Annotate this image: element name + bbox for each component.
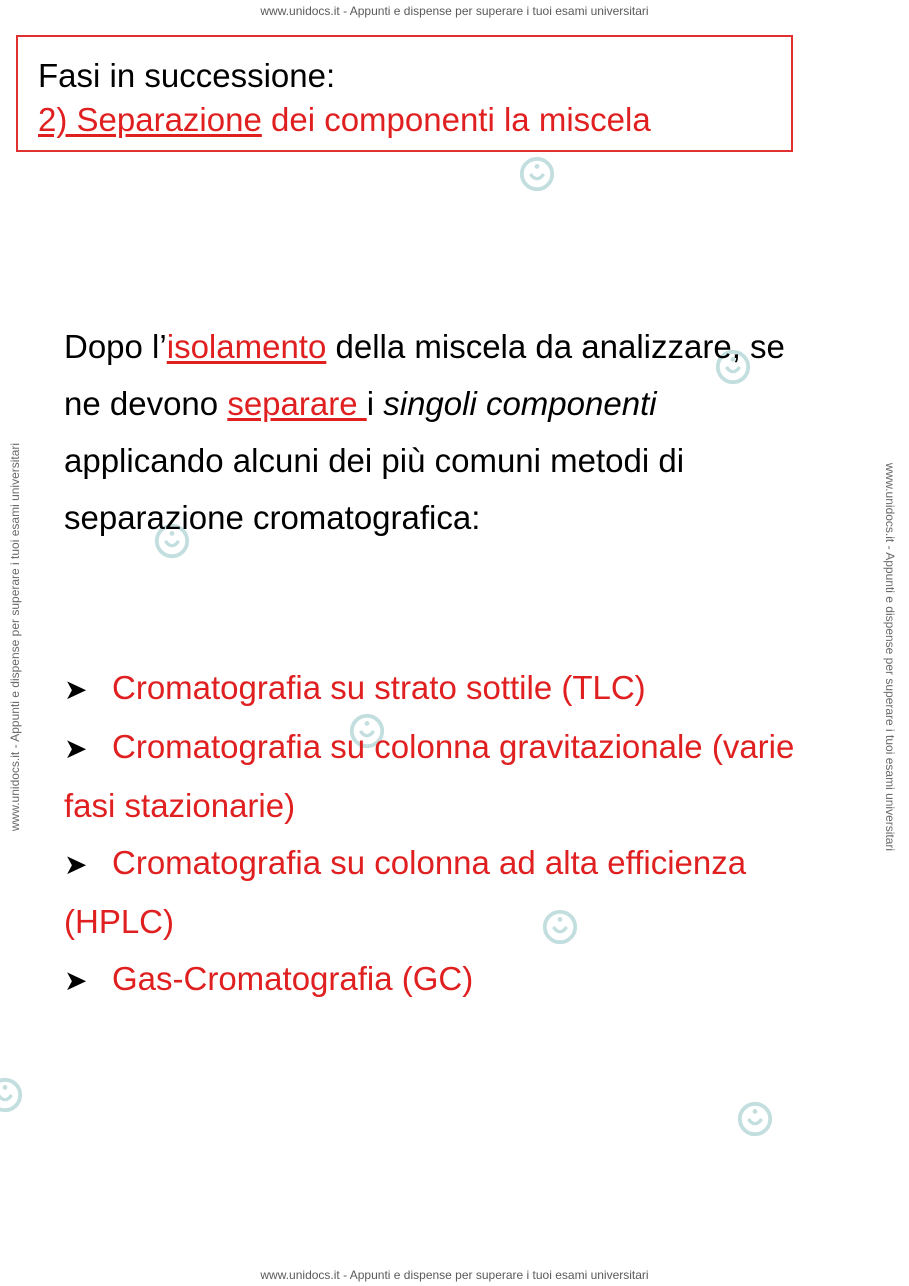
list-item-text: Cromatografia su strato sottile (TLC) (112, 669, 646, 706)
main-paragraph (64, 318, 824, 546)
arrow-right-icon: ➤ (64, 965, 88, 996)
paragraph-part-4: applicando alcuni dei più comuni metodi di separazione cromatografica: (64, 442, 685, 536)
list-item-text: Cromatografia su colonna gravitazionale (varie fasi stazionarie) (64, 728, 795, 824)
list-item (64, 659, 824, 718)
paragraph-part-1: Dopo l’ (64, 328, 167, 365)
paragraph-highlight-isolamento: isolamento (166, 328, 327, 365)
arrow-right-icon: ➤ (64, 674, 88, 705)
title-box (16, 35, 793, 152)
watermark-logo-icon (736, 1100, 774, 1138)
paragraph-part-2: della miscela da analizzare, se ne devono (64, 328, 785, 422)
title-line-2-underlined: 2) Separazione (38, 101, 262, 138)
watermark-header: www.unidocs.it - Appunti e dispense per superare i tuoi esami universitari (260, 4, 649, 18)
arrow-right-icon: ➤ (64, 733, 88, 764)
watermark-side-right: www.unidocs.it - Appunti e dispense per superare i tuoi esami universitari (883, 462, 897, 852)
list-item (64, 834, 824, 950)
method-list (64, 659, 824, 1009)
list-item-text: Cromatografia su colonna ad alta efficienza (HPLC) (64, 844, 747, 940)
watermark-footer: www.unidocs.it - Appunti e dispense per superare i tuoi esami universitari (260, 1268, 649, 1282)
title-line-2 (38, 101, 651, 139)
watermark-side-left: www.unidocs.it - Appunti e dispense per superare i tuoi esami universitari (8, 442, 22, 832)
list-item (64, 718, 824, 834)
paragraph-highlight-separare: separare (227, 385, 367, 422)
list-item-text: Gas-Cromatografia (GC) (112, 960, 474, 997)
paragraph-italic: singoli componenti (383, 385, 657, 422)
list-item (64, 950, 824, 1009)
title-line-1: Fasi in successione: (38, 57, 336, 94)
paragraph-part-3: i (366, 385, 384, 422)
title-line-2-rest: dei componenti la miscela (261, 101, 651, 138)
watermark-logo-icon (0, 1076, 24, 1114)
watermark-logo-icon (518, 155, 556, 193)
arrow-right-icon: ➤ (64, 849, 88, 880)
